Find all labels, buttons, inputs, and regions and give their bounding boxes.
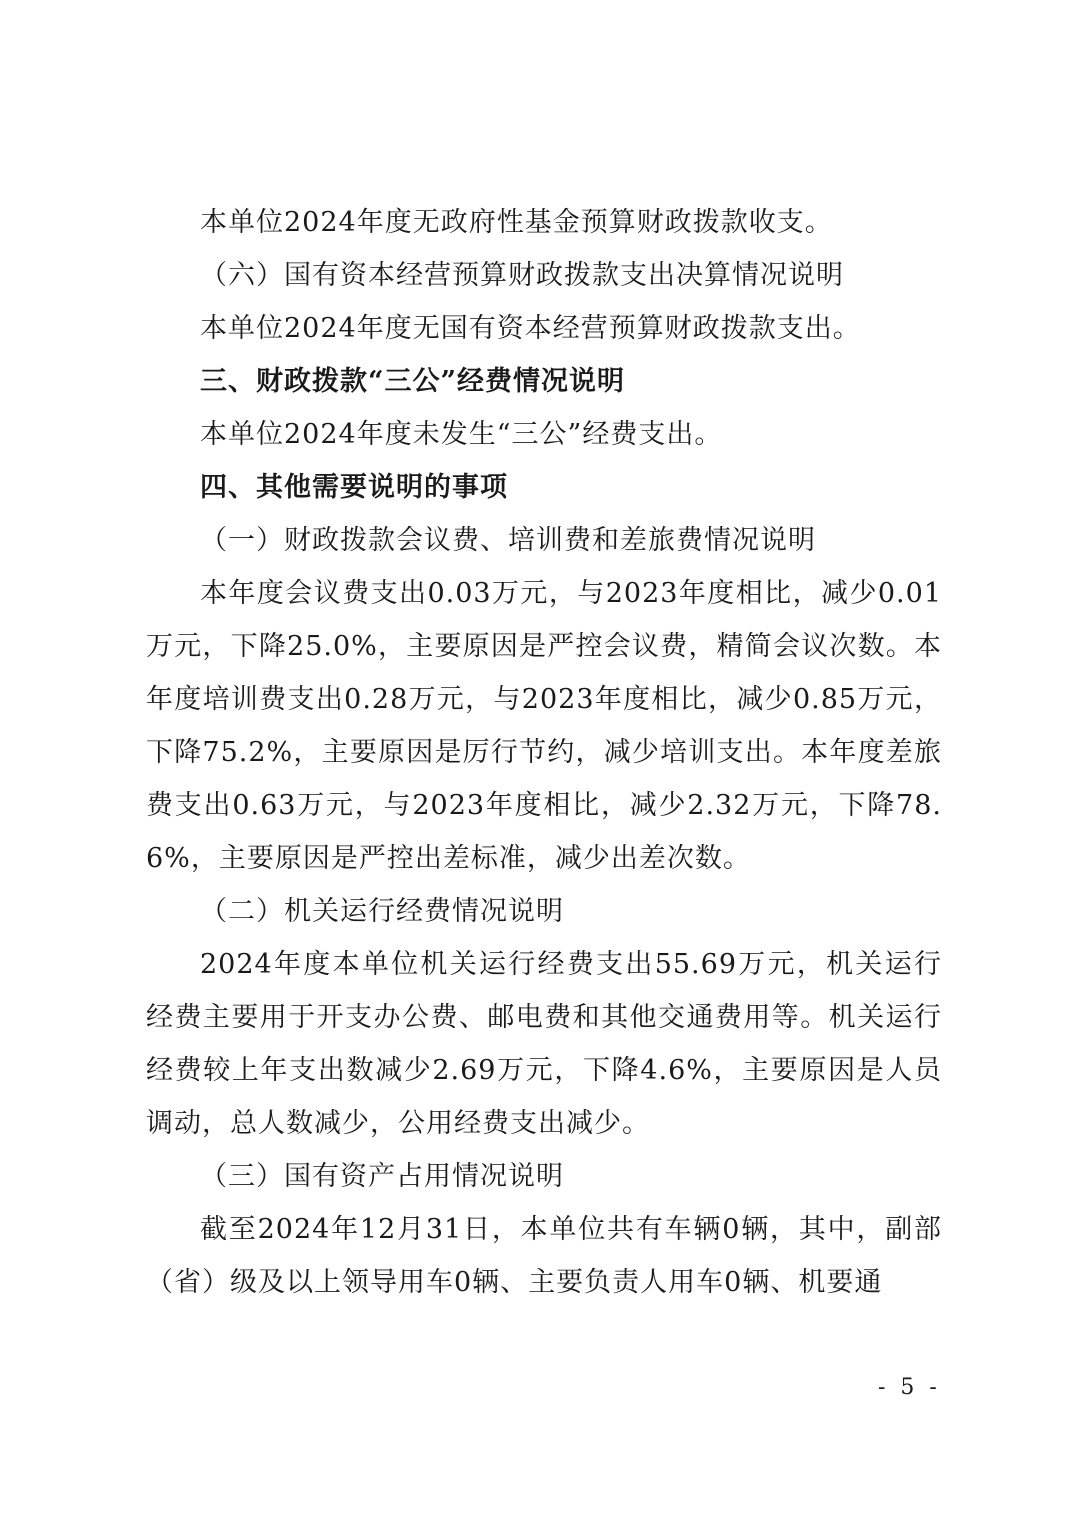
section-heading-three-public: 三、财政拨款“三公”经费情况说明 (200, 366, 626, 397)
section-heading-other-matters: 四、其他需要说明的事项 (200, 472, 508, 503)
subheading-operating-expenses: （二）机关运行经费情况说明 (200, 896, 564, 927)
paragraph-state-capital-statement: 本单位2024年度无国有资本经营预算财政拨款支出。 (200, 313, 861, 344)
paragraph-three-public-statement: 本单位2024年度未发生“三公”经费支出。 (200, 419, 723, 450)
paragraph-meeting-training-travel: 本年度会议费支出0.03万元，与2023年度相比，减少0.01万元，下降25.0%，主要原因是严控会议费，精简会议次数。本年度培训费支出0.28万元，与2023年度相比，减少0.85万元，下降75.2%，主要原因是厉行节约，减少培训支出。本年度差旅费支出0.63万元，与2023年度相比，减少2.32万元，下降78.6%，主要原因是严控出差标准，减少出差次数。 (146, 578, 942, 874)
subheading-state-assets: （三）国有资产占用情况说明 (200, 1161, 564, 1192)
subheading-state-capital: （六）国有资本经营预算财政拨款支出决算情况说明 (200, 260, 844, 291)
page-number: - 5 - (878, 1375, 941, 1400)
paragraph-govfund-statement: 本单位2024年度无政府性基金预算财政拨款收支。 (200, 207, 833, 238)
paragraph-state-assets: 截至2024年12月31日，本单位共有车辆0辆，其中，副部（省）级及以上领导用车0辆、主要负责人用车0辆、机要通 (146, 1214, 942, 1298)
document-body (146, 196, 942, 1309)
paragraph-operating-expenses: 2024年度本单位机关运行经费支出55.69万元，机关运行经费主要用于开支办公费、邮电费和其他交通费用等。机关运行经费较上年支出数减少2.69万元，下降4.6%，主要原因是人员调动，总人数减少，公用经费支出减少。 (146, 949, 942, 1139)
subheading-meeting-training-travel: （一）财政拨款会议费、培训费和差旅费情况说明 (200, 525, 816, 556)
